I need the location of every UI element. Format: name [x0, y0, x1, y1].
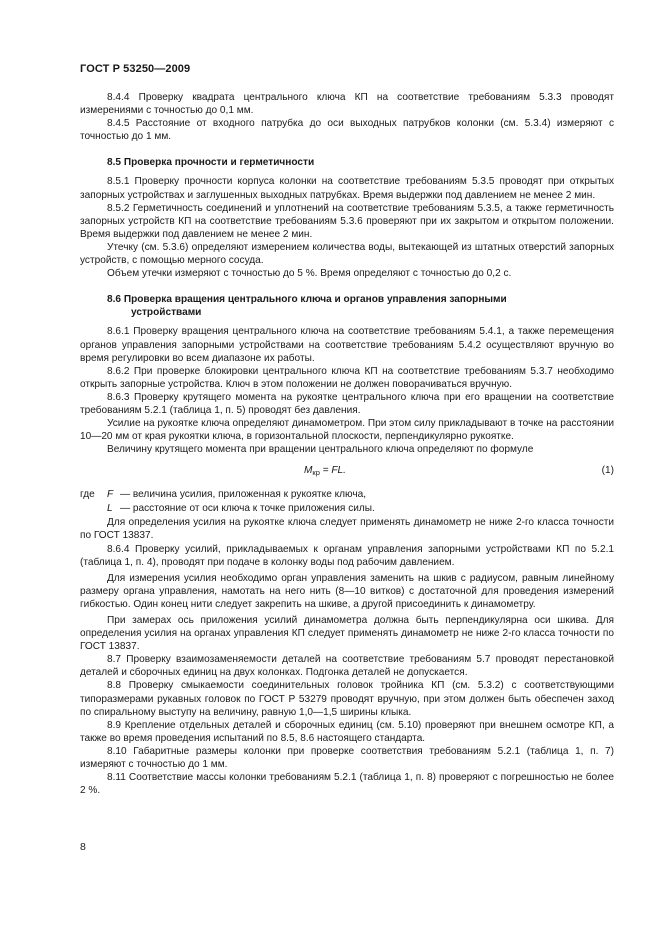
paragraph-8-10: 8.10 Габаритные размеры колонки при проверке соответствия требованиям 5.2.1 (таблица 1, п. 7) измеряют с точностью до 1 мм. [80, 745, 614, 771]
paragraph-8-4-4: 8.4.4 Проверку квадрата центрального ключа КП на соответствие требованиям 5.3.3 проводят измерениями с точностью до 0,1 мм. [80, 92, 614, 117]
where-word: где [80, 489, 95, 501]
paragraph-8-11: 8.11 Соответствие массы колонки требованиям 5.2.1 (таблица 1, п. 8) проверяют с погрешностью не более 2 %. [80, 772, 614, 797]
paragraph-8-5-1: 8.5.1 Проверку прочности корпуса колонки на соответствие требованиям 5.3.5 проводят при открытых запорных устройствах и заглушенных выходных патрубках. Время выдержки под давлением не менее 2 мин. [80, 176, 614, 201]
document-body [80, 91, 614, 797]
where-symbol-l: L [107, 503, 113, 515]
page-number: 8 [80, 841, 86, 853]
paragraph-pulley: Для измерения усилия необходимо орган управления заменить на шкив с радиусом, равным линейному размеру органа управления, намотать на него нить (8—10 витков) с достаточной для проведения измерений гибкостью. Один конец нити следует закрепить на шкиве, а другой присоединить к динамометру. [80, 572, 614, 610]
paragraph-8-9: 8.9 Крепление отдельных деталей и сборочных единиц (см. 5.10) проверяют при внешнем осмотре КП, а также во время проведения испытаний по 8.5, 8.6 настоящего стандарта. [80, 719, 614, 744]
section-title-8-6-line1: 8.6 Проверка вращения центрального ключа и органов управления запорными [107, 294, 507, 306]
where-symbol-f: F [107, 489, 114, 501]
formula-subscript: кр [312, 468, 320, 478]
paragraph-leakage: Утечку (см. 5.3.6) определяют измерением количества воды, вытекающей из штатных отверстий запорных устройств, с помощью мерного сосуда. [80, 241, 614, 267]
paragraph-dynamometer: Усилие на рукоятке ключа определяют динамометром. При этом силу прикладывают в точке на расстоянии 10—20 мм от края рукоятки ключа, в горизонтальной плоскости, перпендикулярно рукоятке. [80, 418, 614, 443]
paragraph-8-6-2: 8.6.2 При проверке блокировки центрального ключа КП на соответствие требованиям 5.3.7 необходимо открыть запорные устройства. Ключ в этом положении не должен поворачиваться вручную. [80, 365, 614, 390]
formula-number: (1) [601, 465, 614, 477]
paragraph-formula-intro: Величину крутящего момента при вращении центрального ключа определяют по формуле [107, 444, 534, 456]
formula-rhs: = FL. [319, 465, 346, 477]
section-title-8-5: 8.5 Проверка прочности и герметичности [107, 157, 315, 169]
paragraph-8-8: 8.8 Проверку смыкаемости соединительных головок тройника КП (см. 5.3.2) с соответствующими типоразмерами рукавных головок по ГОСТ Р 53279 проводят вручную, при этом должен быть обеспечен заход по спиральному выступу на величину, равную 1,0—1,5 ширины клыка. [80, 680, 614, 718]
where-definition-f: — величина усилия, приложенная к рукоятке ключа, [120, 489, 367, 501]
paragraph-8-5-2: 8.5.2 Герметичность соединений и уплотнений на соответствие требованиям 5.3.5, а также герметичность запорных устройств КП на соответствие требованиям 5.3.6 проверяют при их закрытом и открытом положении. Время выдержки под давлением не менее 2 мин. [80, 202, 614, 240]
paragraph-8-6-4: 8.6.4 Проверку усилий, прикладываемых к органам управления запорными устройствами КП по 5.2.1 (таблица 1, п. 4), проводят при подаче в колонку воды под рабочим давлением. [80, 543, 614, 568]
where-item-f [80, 488, 614, 502]
paragraph-8-6-3: 8.6.3 Проверку крутящего момента на рукоятке центрального ключа при его вращении на соответствие требованиям 5.2.1 (таблица 1, п. 5) проводят без давления. [80, 391, 614, 416]
paragraph-8-7: 8.7 Проверку взаимозаменяемости деталей на соответствие требованиям 5.7 проводят перестановкой деталей и сборочных единиц на двух колонках. Подгонка деталей не допускается. [80, 654, 614, 679]
formula-1 [80, 464, 614, 480]
document-header: ГОСТ Р 53250—2009 [80, 63, 191, 75]
paragraph-8-6-1: 8.6.1 Проверку вращения центрального ключа на соответствие требованиям 5.4.1, а также перемещения органов управления запорными устройствами на соответствие требованиям 5.4.2 осуществляют вручную во время регулировки во всем диапазоне их работы. [80, 326, 614, 364]
where-definition-l: — расстояние от оси ключа к точке приложения силы. [120, 503, 375, 515]
formula-lhs: M [304, 465, 313, 477]
formula-expression [304, 464, 346, 479]
paragraph-dynamometer-class: Для определения усилия на рукоятке ключа следует применять динамометр не ниже 2-го класса точности по ГОСТ 13837. [80, 517, 614, 542]
paragraph-8-4-5: 8.4.5 Расстояние от входного патрубка до оси выходных патрубков колонки (см. 5.3.4) измеряют с точностью до 1 мм. [80, 118, 614, 143]
section-title-8-6 [80, 293, 614, 319]
section-title-8-6-line2: устройствами [131, 307, 202, 319]
paragraph-axis: При замерах ось приложения усилий динамометра должна быть перпендикулярна оси шкива. Для определения усилия на органах управления КП следует применять динамометр не ниже 2-го класса точности по ГОСТ 13837. [80, 615, 614, 653]
where-item-l [80, 502, 614, 516]
paragraph-leakage-volume: Объем утечки измеряют с точностью до 5 %. Время определяют с точностью до 0,2 с. [107, 268, 512, 280]
